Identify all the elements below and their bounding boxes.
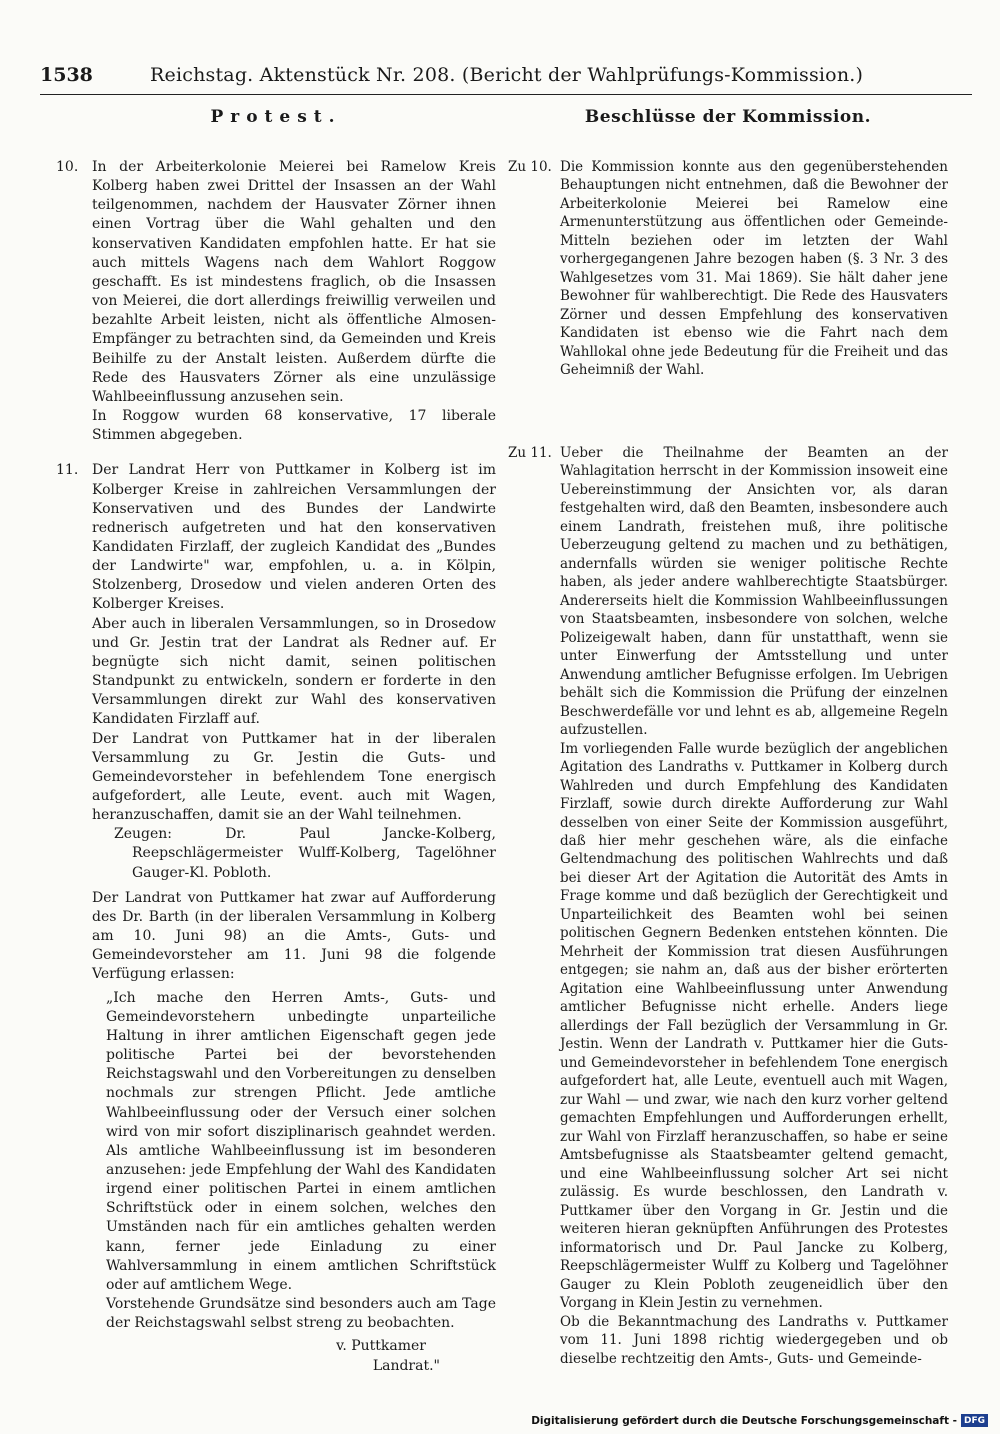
- right-column: [508, 108, 948, 1368]
- left-column: [56, 108, 496, 1376]
- entry-number: 11.: [56, 462, 79, 479]
- decree-quote: Vorstehende Grundsätze sind besonders auch am Tage der Reichstagswahl selbst streng zu beobachten.: [106, 1296, 496, 1332]
- signature-title: Landrat.": [372, 1357, 440, 1374]
- entry-number: Zu 10.: [508, 159, 552, 175]
- credit-text: Digitalisierung gefördert durch die Deutsche Forschungsgemeinschaft -: [531, 1414, 957, 1427]
- paragraph: Aber auch in liberalen Versammlungen, so in Drosedow und Gr. Jestin trat der Landrat als Redner auf. Er begnügte sich nicht damit, seinen politischen Standpunkt zu entwickeln, sondern er forderte in den Versammlungen direkt zur Wahl des konservativen Kandidaten Firzlaff auf.: [92, 615, 496, 728]
- paragraph: Die Kommission konnte aus den gegenüberstehenden Behauptungen nicht entnehmen, daß die Bewohner der Arbeiterkolonie Meierei bei Ramelow eine Armenunterstützung aus öffentlichen oder Gemeinde-Mitteln beziehen oder im letzten der Wahl vorhergegangenen Jahre bezogen haben (§. 3 Nr. 3 des Wahlgesetzes vom 31. Mai 1869). Sie hält daher jene Bewohner für wahlberechtigt. Die Rede des Hausvaters Zörner und dessen Empfehlung des konservativen Kandidaten ist ebenso wie die Fahrt nach dem Wahllokal ohne jede Bedeutung für die Freiheit und das Geheimniß der Wahl.: [560, 159, 948, 379]
- paragraph: In der Arbeiterkolonie Meierei bei Ramelow Kreis Kolberg haben zwei Drittel der Insassen an der Wahl teilgenommen, nachdem der Hausvater Zörner ihnen einen Vortrag über die Wahl gehalten und den konservativen Kandidaten empfohlen hatte. Er hat sie auch mittels Wagens nach dem Wahlort Roggow geschafft. Es ist mindestens fraglich, ob die Insassen von Meierei, die dort allerdings freiwillig verweilen und bezahlte Arbeit leisten, nicht als öffentliche Almosen-Empfänger zu betrachten sind, da Gemeinden und Kreis Beihilfe zu der Anstalt leisten. Außerdem dürfte die Rede des Hausvaters Zörner als eine unzulässige Wahlbeeinflussung anzusehen sein.: [92, 159, 496, 405]
- signature-name: v. Puttkamer: [336, 1338, 426, 1355]
- entry-number: Zu 11.: [508, 444, 552, 461]
- right-column-heading: Beschlüsse der Kommission.: [584, 107, 872, 127]
- dfg-logo-icon: DFG: [961, 1414, 988, 1427]
- paragraph: Ob die Bekanntmachung des Landraths v. Puttkamer vom 11. Juni 1898 richtig wiedergegeben und ob dieselbe rechtzeitig den Amts-, Guts- und Gemeinde-: [560, 1313, 948, 1367]
- running-title: Reichstag. Aktenstück Nr. 208. (Bericht der Wahlprüfungs-Kommission.): [150, 64, 864, 86]
- paragraph: Der Landrat von Puttkamer hat in der liberalen Versammlung zu Gr. Jestin die Guts- und Gemeindevorsteher in befehlendem Tone energisch aufgefordert, alle Leute, event. auch mit Wagen, heranzuschaffen, damit sie an der Wahl teilnehmen.: [92, 730, 496, 824]
- paragraph: In Roggow wurden 68 konservative, 17 liberale Stimmen abgegeben.: [92, 408, 496, 444]
- page-number: 1538: [40, 64, 93, 86]
- witness-list: Zeugen: Dr. Paul Jancke-Kolberg, Reepschlägermeister Wulff-Kolberg, Tagelöhner Gauger-Kl. Pobloth.: [114, 826, 496, 881]
- paragraph: Der Landrat Herr von Puttkamer in Kolberg ist im Kolberger Kreise in zahlreichen Versammlungen der Konservativen und des Bundes der Landwirte rednerisch aufgetreten und hat den konservativen Kandidaten Firzlaff, der zugleich Kandidat des „Bundes der Landwirte" war, empfohlen, u. a. in Kölpin, Stolzenberg, Drosedow und vielen anderen Orten des Kolberger Kreises.: [92, 462, 496, 613]
- protest-entry-10: [56, 158, 496, 445]
- paragraph: Der Landrat von Puttkamer hat zwar auf Aufforderung des Dr. Barth (in der liberalen Versammlung in Kolberg am 10. Juni 98) an die Amts-, Guts- und Gemeindevorsteher am 11. Juni 98 die folgende Verfügung erlassen:: [92, 889, 496, 983]
- page-header: [40, 58, 972, 92]
- protest-entry-11: [56, 461, 496, 1375]
- resolution-entry-11: [508, 444, 948, 1368]
- left-column-heading: Protest.: [210, 107, 342, 127]
- paragraph: Ueber die Theilnahme der Beamten an der Wahlagitation herrscht in der Kommission insoweit eine Uebereinstimmung der Ansichten vor, als daran festgehalten wird, daß den Beamten, insbesondere auch einem Landrath, freistehen muß, ihre politische Ueberzeugung geltend zu machen und zu bethätigen, andernfalls würden sie weniger politische Rechte haben, als jeder andere wahlberechtigte Staatsbürger. Andererseits hielt die Kommission Wahlbeeinflussungen von Staatsbeamten, insbesondere von solchen, welche Polizeigewalt haben, dann für unstatthaft, wenn sie unter Einwerfung der Amtsstellung und unter Anwendung amtlicher Befugnisse erfolgen. Im Uebrigen behält sich die Kommission die Prüfung der einzelnen Beschwerdefälle vor und lehnt es ab, allgemeine Regeln aufzustellen.: [560, 444, 948, 739]
- digitization-credit: [531, 1414, 988, 1427]
- decree-quote: „Ich mache den Herren Amts-, Guts- und Gemeindevorstehern unbedingte unparteiliche Haltung in ihrer amtlichen Eigenschaft gegen jede politische Partei bei der bevorstehenden Reichstagswahl und den Vorbereitungen zu denselben nochmals zur strengen Pflicht. Jede amtliche Wahlbeeinflussung oder der Versuch einer solchen wird von mir sofort disziplinarisch geahndet werden. Als amtliche Wahlbeeinflussung ist im besonderen anzusehen: jede Empfehlung der Wahl des Kandidaten irgend einer politischen Partei in einem amtlichen Schriftstück oder in einem solchen, welches den Umständen nach für ein amtliches gehalten werden kann, ferner jede Einladung zu einer Wahlversammlung in einem amtlichen Schriftstück oder auf amtlichem Wege.: [106, 989, 496, 1293]
- resolution-entry-10: [508, 158, 948, 380]
- header-rule: [40, 94, 972, 95]
- entry-number: 10.: [56, 159, 79, 175]
- paragraph: Im vorliegenden Falle wurde bezüglich der angeblichen Agitation des Landraths v. Puttkamer in Kolberg durch Wahlreden und durch Empfehlung des Kandidaten Firzlaff, sowie durch direkte Aufforderung zur Wahl desselben von einer Seite der Kommission ausgeführt, daß hier mehr geschehen wäre, als die einfache Geltendmachung des politischen Wahlrechts und daß bei dieser Art der Agitation die Autorität des Amts in Frage komme und daß bezüglich der Gerechtigkeit und Unparteilichkeit des Beamten wohl bei seinen politischen Gegnern Bedenken entstehen könnten. Die Mehrheit der Kommission trat diesen Ausführungen entgegen; sie nahm an, daß aus der bisher erörterten Agitation eine Wahlbeeinflussung unter Anwendung amtlicher Befugnisse nicht erhelle. Anders liege allerdings der Fall bezüglich der Versammlung in Gr. Jestin. Wenn der Landrath v. Puttkamer hier die Guts- und Gemeindevorsteher in befehlendem Tone energisch aufgefordert hat, alle Leute, eventuell auch mit Wagen, zur Wahl — und zwar, wie nach den kurz vorher geltend gemachten Empfehlungen und Aufforderungen erhellt, zur Wahl von Firzlaff heranzuschaffen, so habe er seine Amtsbefugnisse als Staatsbeamter geltend gemacht, und eine Wahlbeeinflussung solcher Art sei nicht zulässig. Es wurde beschlossen, den Landrath v. Puttkamer über den Vorgang in Gr. Jestin und die weiteren hieran geknüpften Anführungen des Protestes informatorisch und Dr. Paul Jancke zu Kolberg, Reepschlägermeister Wulff zu Kolberg und Tagelöhner Gauger zu Klein Pobloth zeugeneidlich über den Vorgang in Klein Jestin zu vernehmen.: [560, 740, 948, 1312]
